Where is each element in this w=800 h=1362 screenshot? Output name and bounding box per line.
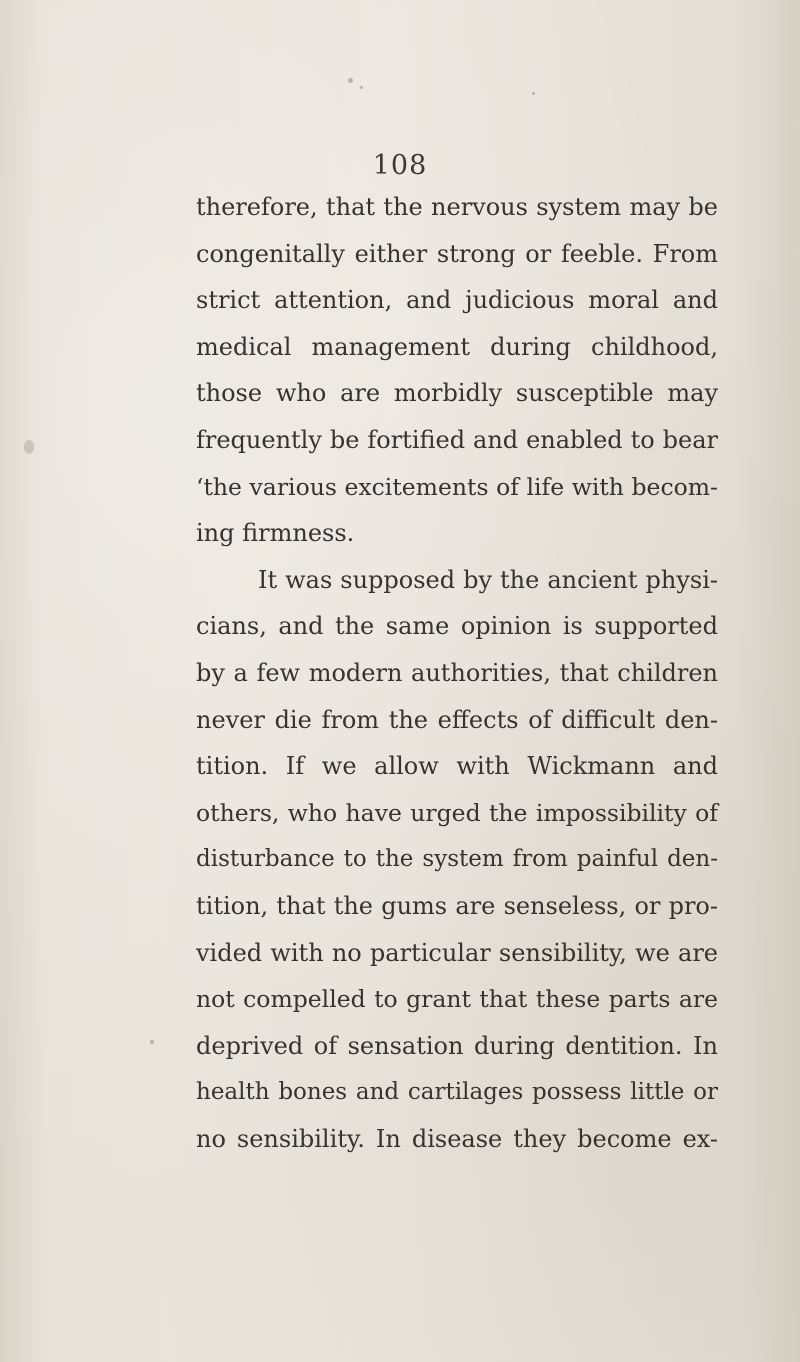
text-line: tition. If we allow with Wickmann and — [196, 752, 718, 781]
text-line: those who are morbidly susceptible may — [196, 379, 718, 408]
text-line: by a few modern authorities, that children — [196, 658, 718, 687]
text-line: no sensibility. In disease they become ex- — [196, 1124, 718, 1153]
text-line: frequently be fortified and enabled to bear — [196, 425, 718, 454]
paper-speck — [532, 92, 535, 95]
text-line: never die from the effects of difficult den- — [196, 705, 718, 734]
page-number: 108 — [372, 150, 428, 181]
text-line: ‘the various excitements of life with becom- — [196, 472, 718, 501]
text-line: not compelled to grant that these parts are — [196, 985, 718, 1014]
text-line: ing firmness. — [196, 519, 355, 548]
text-line: strict attention, and judicious moral and — [196, 286, 718, 315]
text-line: cians, and the same opinion is supported — [196, 612, 718, 641]
paper-speck — [24, 440, 34, 454]
text-line: others, who have urged the impossibility of — [196, 798, 718, 827]
text-line: tition, that the gums are senseless, or pro- — [196, 891, 718, 920]
text-line: It was supposed by the ancient physi- — [258, 565, 718, 594]
paper-speck — [150, 1040, 154, 1044]
text-line: disturbance to the system from painful den- — [196, 846, 718, 873]
text-line: congenitally either strong or feeble. From — [196, 239, 718, 268]
text-line: health bones and cartilages possess little or — [196, 1079, 718, 1106]
body-text — [196, 184, 718, 1162]
text-line: medical management during childhood, — [196, 332, 718, 361]
paper-speck — [348, 78, 353, 83]
text-line: therefore, that the nervous system may be — [196, 193, 718, 221]
text-line: deprived of sensation during dentition. In — [196, 1031, 718, 1060]
text-line: vided with no particular sensibility, we are — [196, 938, 718, 967]
paper-speck — [360, 86, 363, 89]
